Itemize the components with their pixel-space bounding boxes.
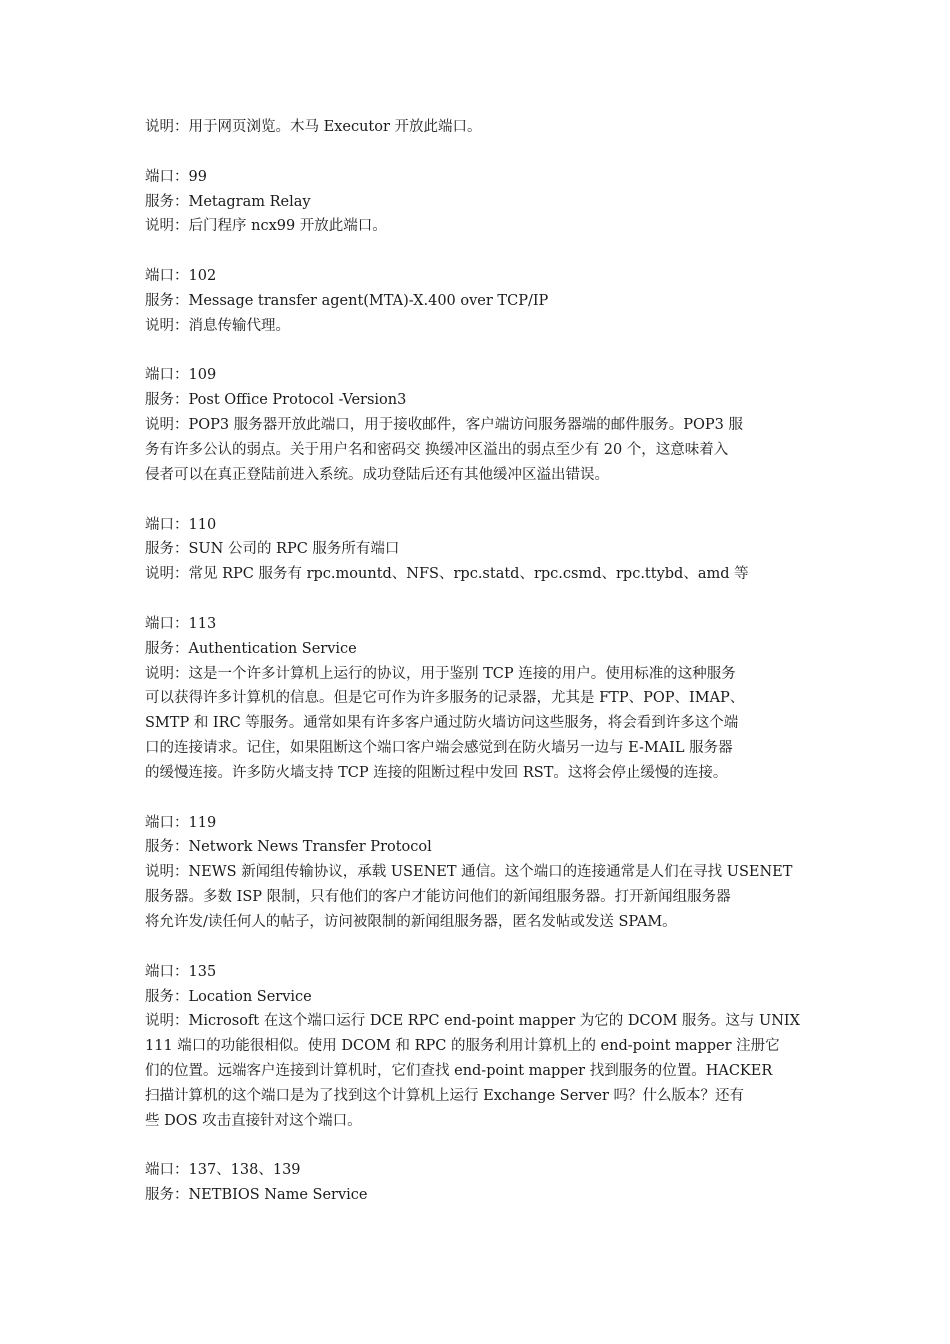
entry-description-line: 将允许发/读任何人的帖子，访问被限制的新闻组服务器，匿名发帖或发送 SPAM。 [145,914,677,930]
entry-port: 端口：119 [145,814,217,831]
entry-port-99 [145,165,810,240]
entry-port-135 [145,960,810,1134]
entry-description-line: 服务器。多数 ISP 限制，只有他们的客户才能访问他们的新闻组服务器。打开新闻组服务器 [145,889,731,906]
entry-port: 端口：109 [145,367,217,384]
entry-description-line: 扫描计算机的这个端口是为了找到这个计算机上运行 Exchange Server 吗？什么版本？还有 [145,1087,745,1104]
entry-description: 说明：用于网页浏览。木马 Executor 开放此端口。 [145,119,482,135]
entry-description: 说明：常见 RPC 服务有 rpc.mountd、NFS、rpc.statd、rpc.csmd、rpc.ttybd、amd 等 [145,566,749,583]
entry-description-line: 些 DOS 攻击直接针对这个端口。 [145,1112,362,1129]
entry-description-line: 可以获得许多计算机的信息。但是它可作为许多服务的记录器，尤其是 FTP、POP、IMAP、 [145,690,745,707]
entry-port-137-139 [145,1158,810,1208]
entry-description-line: 侵者可以在真正登陆前进入系统。成功登陆后还有其他缓冲区溢出错误。 [145,466,609,483]
entry-description-line: 务有许多公认的弱点。关于用户名和密码交 换缓冲区溢出的弱点至少有 20 个，这意味着入 [145,441,729,458]
entry-port: 端口：137、138、139 [145,1162,301,1179]
entry-description-line: 说明：NEWS 新闻组传输协议，承载 USENET 通信。这个端口的连接通常是人们在寻找 USENET [145,864,793,881]
entry-description-line: 111 端口的功能很相似。使用 DCOM 和 RPC 的服务利用计算机上的 end-point mapper 注册它 [145,1038,780,1055]
entry-description-line: SMTP 和 IRC 等服务。通常如果有许多客户通过防火墙访问这些服务，将会看到许多这个端 [145,715,739,732]
entry-port-109 [145,363,810,487]
entry-port: 端口：110 [145,516,217,533]
entry-description-line: 的缓慢连接。许多防火墙支持 TCP 连接的阻断过程中发回 RST。这将会停止缓慢的连接。 [145,764,728,781]
entry-description-line: 说明：POP3 服务器开放此端口，用于接收邮件，客户端访问服务器端的邮件服务。POP3 服 [145,417,743,434]
entry-port-110 [145,513,810,588]
entry-port: 端口：99 [145,168,207,185]
entry-service: 服务：Network News Transfer Protocol [145,839,432,856]
entry-description-line: 们的位置。远端客户连接到计算机时，它们查找 end-point mapper 找到服务的位置。HACKER [145,1063,773,1080]
entry-port: 端口：113 [145,615,217,632]
entry-description: 说明：消息传输代理。 [145,317,290,334]
entry-service: 服务：Location Service [145,988,312,1005]
entry-description-line: 口的连接请求。记住，如果阻断这个端口客户端会感觉到在防火墙另一边与 E-MAIL 服务器 [145,740,733,757]
entry-service: 服务：SUN 公司的 RPC 服务所有端口 [145,541,400,558]
entry-intro [145,115,810,140]
entry-port: 端口：135 [145,963,217,980]
entry-port-102 [145,264,810,339]
document-page [145,115,810,1233]
entry-description-line: 说明：Microsoft 在这个端口运行 DCE RPC end-point mapper 为它的 DCOM 服务。这与 UNIX [145,1013,800,1030]
entry-description: 说明：后门程序 ncx99 开放此端口。 [145,218,387,235]
entry-service: 服务：Metagram Relay [145,193,311,210]
entry-service: 服务：NETBIOS Name Service [145,1187,368,1204]
entry-description-line: 说明：这是一个许多计算机上运行的协议，用于鉴别 TCP 连接的用户。使用标准的这种服务 [145,665,736,682]
entry-port-113 [145,612,810,786]
entry-port-119 [145,811,810,935]
entry-service: 服务：Post Office Protocol -Version3 [145,392,407,409]
entry-service: 服务：Authentication Service [145,640,357,657]
entry-port: 端口：102 [145,268,217,285]
entry-service: 服务：Message transfer agent(MTA)-X.400 over TCP/IP [145,292,549,309]
